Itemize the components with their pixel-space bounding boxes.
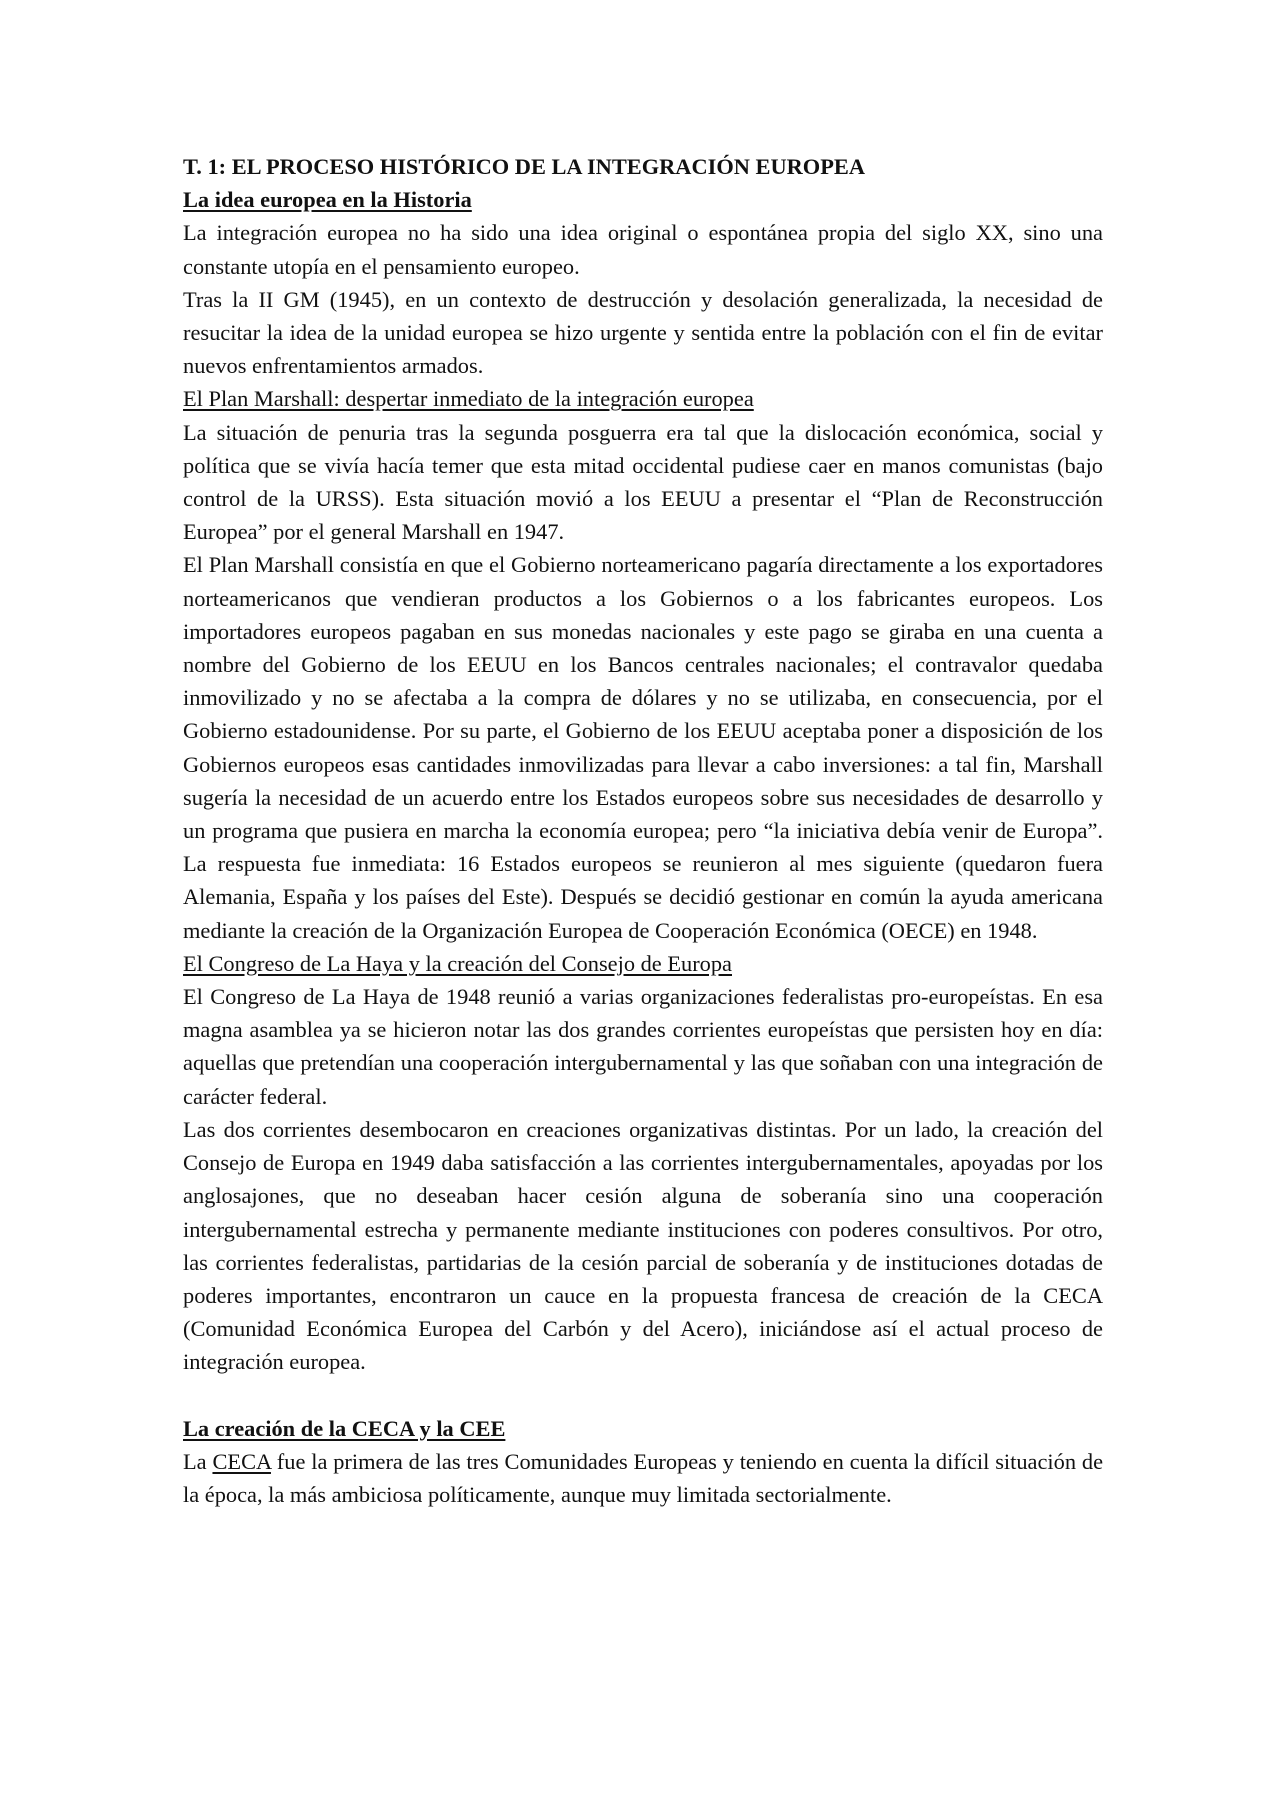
paragraph: La situación de penuria tras la segunda posguerra era tal que la dislocación económica, social y política que se vivía hacía temer que esta mitad occidental pudiese caer en manos comunistas (bajo control de la URSS). Esta situación movió a los EEUU a presentar el “Plan de Reconstrucción Europea” por el general Marshall en 1947. [183,419,1103,545]
section-heading-plan-marshall: El Plan Marshall: despertar inmediato de la integración europea [183,386,754,412]
section-heading-idea-europea: La idea europea en la Historia [183,187,472,213]
paragraph-text: fue la primera de las tres Comunidades Europeas y teniendo en cuenta la difícil situación de la época, la más ambiciosa políticamente, aunque muy limitada sectorialmente. [183,1448,1104,1508]
document-title: T. 1: EL PROCESO HISTÓRICO DE LA INTEGRACIÓN EUROPEA [183,154,865,179]
paragraph: El Congreso de La Haya de 1948 reunió a varias organizaciones federalistas pro-europeístas. En esa magna asamblea ya se hicieron notar las dos grandes corrientes europeístas que persisten hoy en día: aquellas que pretendían una cooperación intergubernamental y las que soñaban con una integración de carácter federal. [183,984,1103,1109]
paragraph: El Plan Marshall consistía en que el Gobierno norteamericano pagaría directamente a los exportadores norteamericanos que vendieran productos a los Gobiernos o a los fabricantes europeos. Los importadores europeos pagaban en sus monedas nacionales y este pago se giraba en una cuenta a nombre del Gobierno de los EEUU en los Bancos centrales nacionales; el contravalor quedaba inmovilizado y no se afectaba a la compra de dólares y no se utilizaba, en consecuencia, por el Gobierno estadounidense. Por su parte, el Gobierno de los EEUU aceptaba poner a disposición de los Gobiernos europeos esas cantidades inmovilizadas para llevar a cabo inversiones: a tal fin, Marshall sugería la necesidad de un acuerdo entre los Estados europeos sobre sus necesidades de desarrollo y un programa que pusiera en marcha la economía europea; pero “la iniciativa debía venir de Europa”. La respuesta fue inmediata: 16 Estados europeos se reunieron al mes siguiente (quedaron fuera Alemania, España y los países del Este). Después se decidió gestionar en común la ayuda americana mediante la creación de la Organización Europea de Cooperación Económica (OECE) en 1948. [183,552,1103,943]
ceca-term: CECA [212,1448,271,1474]
section-heading-congreso-la-haya: El Congreso de La Haya y la creación del Consejo de Europa [183,950,732,976]
paragraph: La integración europea no ha sido una idea original o espontánea propia del siglo XX, sino una constante utopía en el pensamiento europeo. [183,220,1103,279]
section-heading-ceca-cee: La creación de la CECA y la CEE [183,1415,506,1441]
paragraph-text: La [183,1448,213,1474]
paragraph: Las dos corrientes desembocaron en creaciones organizativas distintas. Por un lado, la creación del Consejo de Europa en 1949 daba satisfacción a las corrientes intergubernamentales, apoyadas por los anglosajones, que no deseaban hacer cesión alguna de soberanía sino una cooperación intergubernamental estrecha y permanente mediante instituciones con poderes consultivos. Por otro, las corrientes federalistas, partidarias de la cesión parcial de soberanía y de instituciones dotadas de poderes importantes, encontraron un cauce en la propuesta francesa de creación de la CECA (Comunidad Económica Europea del Carbón y del Acero), iniciándose así el actual proceso de integración europea. [183,1116,1103,1375]
blank-line [183,1379,1103,1412]
paragraph-ceca [183,1445,1103,1511]
paragraph: Tras la II GM (1945), en un contexto de destrucción y desolación generalizada, la necesidad de resucitar la idea de la unidad europea se hizo urgente y sentida entre la población con el fin de evitar nuevos enfrentamientos armados. [183,286,1103,379]
